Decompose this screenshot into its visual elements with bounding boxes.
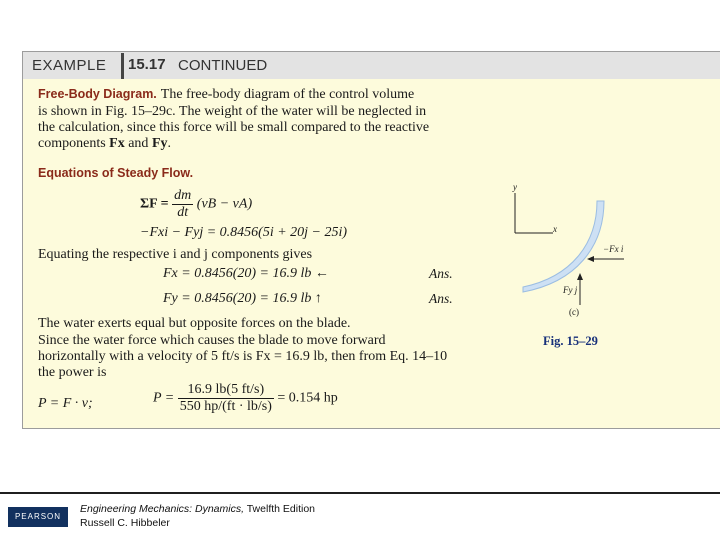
example-label: EXAMPLE <box>32 57 107 74</box>
power-text-1: The water exerts equal but opposite forces on the blade. <box>38 316 351 331</box>
author-line: Russell C. Hibbeler <box>80 517 170 529</box>
fy-result: Fy = 0.8456(20) = 16.9 lb ↑ <box>163 291 322 306</box>
fbd-text-1: The free-body diagram of the control volume <box>160 87 415 102</box>
eq1-rhs: (vB − vA) <box>196 196 253 212</box>
book-edition: Twelfth Edition <box>244 503 316 515</box>
force-y-text: Fy j <box>563 285 578 295</box>
power-text-2: Since the water force which causes the blade to move forward <box>38 333 386 348</box>
blade-figure <box>501 177 651 327</box>
answer-fx: Ans. <box>429 266 453 281</box>
figure-part-label: (c) <box>569 307 579 317</box>
dm-dt-fraction <box>172 188 193 221</box>
fbd-and: and <box>124 136 152 151</box>
example-number: 15.17 <box>128 56 166 73</box>
fbd-text-2: is shown in Fig. 15–29c. The weight of the water will be neglected in <box>38 104 427 119</box>
fx-result: Fx = 0.8456(20) = 16.9 lb ← <box>163 266 329 281</box>
eq1-den: dt <box>177 205 189 220</box>
power-num: 16.9 lb(5 ft/s) <box>178 382 274 399</box>
power-den: 550 hp/(ft · lb/s) <box>179 399 272 414</box>
book-title-line <box>80 503 315 515</box>
force-fx-label: Fx <box>109 136 125 151</box>
example-header <box>23 52 720 79</box>
fbd-text-4-prefix: components <box>38 136 110 151</box>
axis-y-label: y <box>513 182 517 192</box>
p-label: P = <box>153 390 178 406</box>
power-definition: P = F · v; <box>38 396 93 411</box>
figure-caption: Fig. 15–29 <box>543 334 598 348</box>
power-equation <box>153 382 338 415</box>
fbd-text-4 <box>38 136 171 152</box>
fbd-text-3: the calculation, since this force will be small compared to the reactive <box>38 120 430 135</box>
blade-curve <box>523 201 604 292</box>
force-y-arrowhead <box>577 273 583 280</box>
fbd-heading: Free-Body Diagram. <box>38 87 157 101</box>
power-text-3: horizontally with a velocity of 5 ft/s is Fx = 16.9 lb, then from Eq. 14–10 <box>38 349 448 364</box>
footer-rule <box>0 492 720 494</box>
steady-flow-heading: Equations of Steady Flow. <box>38 166 194 180</box>
force-x-text: −Fx i <box>603 244 624 254</box>
steady-flow-equation <box>140 188 252 221</box>
force-fy-label: Fy <box>151 136 168 151</box>
equating-text: Equating the respective i and j components gives <box>38 247 313 262</box>
force-x-arrowhead <box>587 256 594 262</box>
example-panel <box>22 51 720 429</box>
vector-equation: −Fxi − Fyj = 0.8456(5i + 20j − 25i) <box>140 225 348 240</box>
power-result: = 0.154 hp <box>277 390 338 406</box>
fbd-period: . <box>167 136 171 151</box>
continued-label: CONTINUED <box>178 57 268 74</box>
header-separator <box>121 53 124 79</box>
power-fraction <box>178 382 274 415</box>
eq1-lhs: ΣF = <box>140 196 173 212</box>
axis-x-label: x <box>553 224 557 234</box>
pearson-logo: PEARSON <box>8 507 68 527</box>
power-text-4: the power is <box>38 365 107 380</box>
fbd-line-1 <box>38 85 414 103</box>
answer-fy: Ans. <box>429 291 453 306</box>
eq1-num: dm <box>174 188 192 203</box>
book-title: Engineering Mechanics: Dynamics, <box>80 503 244 515</box>
